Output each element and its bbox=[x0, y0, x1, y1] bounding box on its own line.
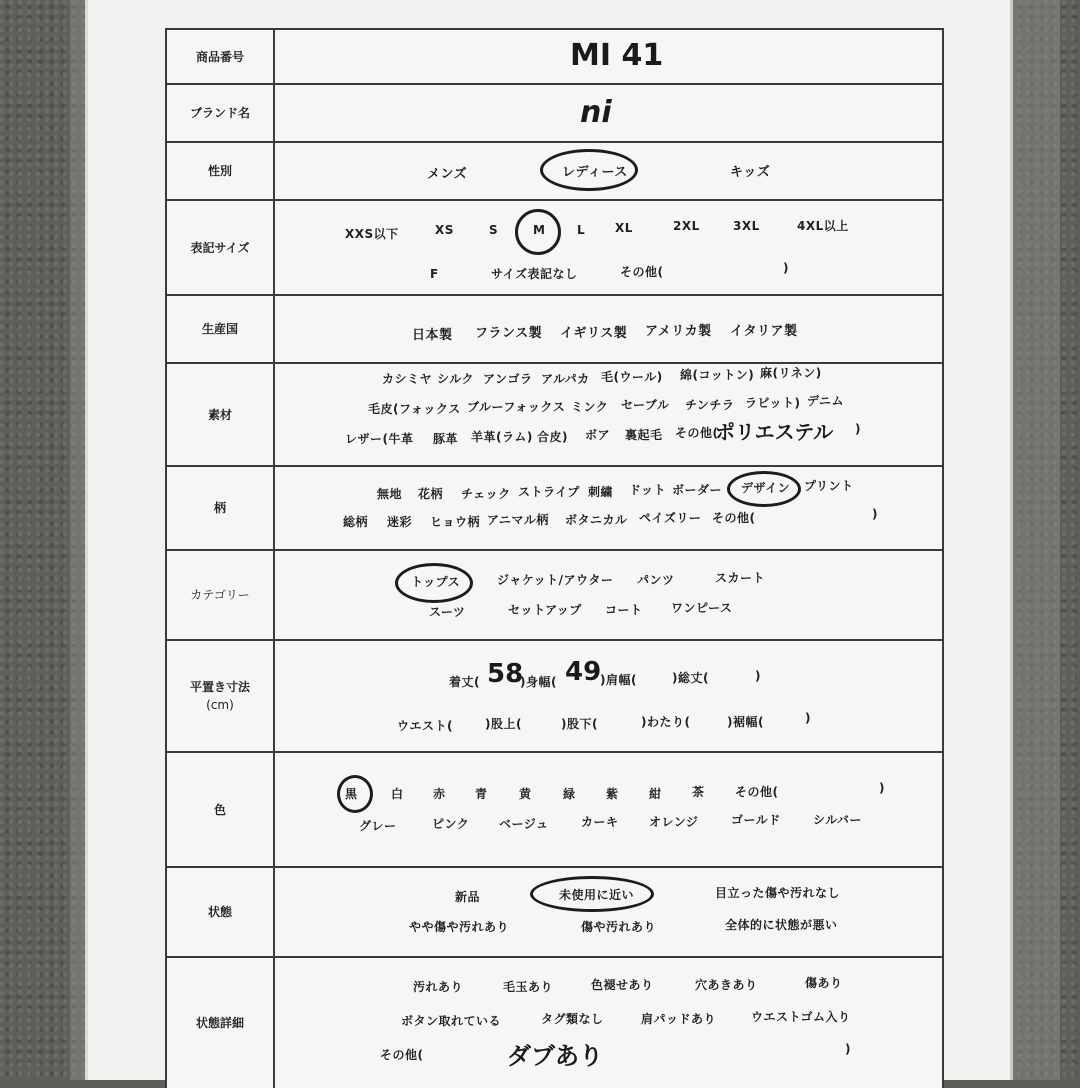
option-material: 毛皮(フォックス bbox=[368, 402, 461, 416]
label-condition-detail: 状態詳細 bbox=[167, 958, 275, 1088]
option-color-gray: グレー bbox=[359, 819, 397, 833]
option-size-xl: XL bbox=[615, 221, 633, 235]
option-color-gold: ゴールド bbox=[731, 813, 781, 827]
option-material: セーブル bbox=[621, 398, 670, 412]
option-size-l: L bbox=[577, 223, 586, 237]
option-material: カシミヤ bbox=[382, 372, 433, 386]
option-size-xs: XS bbox=[435, 223, 454, 237]
option-material: チンチラ bbox=[685, 398, 735, 412]
label-category: カテゴリー bbox=[167, 551, 275, 639]
row-color bbox=[167, 753, 942, 868]
option-pattern: 迷彩 bbox=[387, 515, 413, 529]
option-detail: 汚れあり bbox=[413, 980, 464, 994]
label-material: 素材 bbox=[167, 364, 275, 465]
product-form-table bbox=[165, 28, 944, 1088]
option-size-xxs: XXS以下 bbox=[345, 227, 399, 241]
option-detail-other: その他( bbox=[380, 1048, 424, 1062]
option-material: 羊革(ラム) bbox=[471, 430, 533, 444]
option-category-suit: スーツ bbox=[429, 605, 466, 619]
option-material: ラビット) bbox=[745, 396, 801, 410]
option-category-coat: コート bbox=[605, 603, 643, 617]
option-pattern: ヒョウ柄 bbox=[430, 515, 481, 529]
option-origin-uk: イギリス製 bbox=[560, 326, 628, 341]
option-color-orange: オレンジ bbox=[649, 815, 699, 829]
row-item-number bbox=[167, 30, 942, 85]
option-condition-poor: 傷や汚れあり bbox=[581, 920, 657, 934]
option-condition-good: 目立った傷や汚れなし bbox=[715, 886, 841, 900]
option-pattern: 花柄 bbox=[418, 487, 444, 501]
option-color-pink: ピンク bbox=[432, 817, 470, 831]
label-item-number: 商品番号 bbox=[167, 30, 275, 83]
field-width-open: )身幅( bbox=[520, 675, 557, 689]
option-detail: 傷あり bbox=[805, 976, 843, 990]
option-color-yellow: 黄 bbox=[519, 787, 532, 801]
option-detail: ウエストゴム入り bbox=[751, 1010, 851, 1024]
option-size-4xl: 4XL以上 bbox=[797, 219, 849, 233]
handwritten-detail-other: ダブあり bbox=[507, 1042, 603, 1070]
option-color-navy: 紺 bbox=[649, 787, 662, 801]
option-color-red: 赤 bbox=[433, 787, 446, 801]
row-condition bbox=[167, 868, 942, 958]
option-material: ブルーフォックス bbox=[467, 400, 566, 414]
field-length-open: 着丈( bbox=[449, 675, 480, 689]
option-material: アンゴラ bbox=[483, 372, 533, 386]
option-size-other: その他( bbox=[620, 265, 664, 279]
option-color-other: その他( bbox=[735, 785, 779, 799]
field-rise-open: )股上( bbox=[485, 717, 522, 731]
label-size: 表記サイズ bbox=[167, 201, 275, 294]
paren-close: ) bbox=[805, 711, 811, 725]
option-pattern: 刺繍 bbox=[588, 485, 614, 499]
label-color: 色 bbox=[167, 753, 275, 866]
option-gender-ladies: レディース bbox=[562, 165, 628, 180]
paren-close: ) bbox=[879, 781, 885, 795]
label-measurements bbox=[167, 641, 275, 751]
option-material: 毛(ウール) bbox=[601, 370, 663, 384]
option-origin-italy: イタリア製 bbox=[730, 324, 798, 339]
option-condition-new: 新品 bbox=[455, 890, 481, 904]
option-gender-mens: メンズ bbox=[427, 167, 468, 182]
option-origin-usa: アメリカ製 bbox=[645, 324, 712, 339]
option-origin-japan: 日本製 bbox=[412, 328, 453, 343]
option-pattern: ボタニカル bbox=[565, 513, 628, 527]
row-material bbox=[167, 364, 942, 467]
option-color-green: 緑 bbox=[563, 787, 576, 801]
row-pattern bbox=[167, 467, 942, 551]
option-color-brown: 茶 bbox=[692, 785, 705, 799]
option-pattern: ドット bbox=[629, 483, 667, 497]
option-material: 合皮) bbox=[537, 430, 568, 444]
option-material: 裏起毛 bbox=[625, 428, 663, 442]
label-measurements-title: 平置き寸法 bbox=[189, 680, 250, 694]
option-color-khaki: カーキ bbox=[581, 815, 619, 829]
option-material-other: その他( bbox=[675, 426, 719, 440]
option-detail: 肩パッドあり bbox=[641, 1012, 717, 1026]
option-category-skirt: スカート bbox=[715, 571, 766, 585]
option-category-pants: パンツ bbox=[637, 573, 675, 587]
row-brand bbox=[167, 85, 942, 143]
option-material: シルク bbox=[437, 372, 474, 386]
row-size bbox=[167, 201, 942, 296]
handwritten-brand: ni bbox=[580, 95, 612, 130]
option-size-f: F bbox=[430, 267, 439, 281]
option-category-tops: トップス bbox=[411, 575, 461, 589]
label-measurements-unit: (cm) bbox=[206, 698, 234, 712]
handwritten-item-number: MI 41 bbox=[570, 38, 664, 73]
option-material: ミンク bbox=[571, 400, 609, 414]
option-origin-france: フランス製 bbox=[475, 326, 543, 341]
option-pattern: アニマル柄 bbox=[487, 513, 549, 527]
handwritten-length: 58 bbox=[487, 659, 524, 689]
option-color-silver: シルバー bbox=[813, 813, 862, 827]
circle-mark bbox=[727, 471, 801, 507]
option-material: 綿(コットン) bbox=[680, 368, 755, 382]
field-waist-open: ウエスト( bbox=[397, 719, 453, 733]
label-condition: 状態 bbox=[167, 868, 275, 956]
option-size-3xl: 3XL bbox=[733, 219, 760, 233]
label-brand: ブランド名 bbox=[167, 85, 275, 141]
option-size-2xl: 2XL bbox=[673, 219, 700, 233]
option-pattern-other: その他( bbox=[712, 511, 756, 525]
field-hem-open: )裾幅( bbox=[727, 715, 764, 729]
option-condition-fair: やや傷や汚れあり bbox=[409, 920, 510, 934]
option-detail: 穴あきあり bbox=[695, 978, 758, 992]
option-pattern: プリント bbox=[804, 479, 854, 493]
option-size-m: M bbox=[533, 223, 546, 237]
option-pattern: ペイズリー bbox=[639, 511, 702, 525]
row-origin bbox=[167, 296, 942, 364]
option-detail: 毛玉あり bbox=[503, 980, 554, 994]
row-measurements bbox=[167, 641, 942, 753]
paren-close: ) bbox=[855, 422, 861, 436]
row-gender bbox=[167, 143, 942, 201]
option-category-setup: セットアップ bbox=[508, 603, 582, 617]
field-thigh-open: )わたり( bbox=[641, 715, 691, 729]
option-color-purple: 紫 bbox=[606, 787, 619, 801]
handwritten-material: ポリエステル bbox=[715, 420, 834, 444]
option-gender-kids: キッズ bbox=[730, 165, 771, 180]
label-origin: 生産国 bbox=[167, 296, 275, 362]
paren-close: ) bbox=[845, 1042, 851, 1056]
option-pattern: チェック bbox=[461, 487, 511, 501]
paren-close: ) bbox=[783, 261, 789, 275]
option-material: 豚革 bbox=[433, 432, 459, 446]
option-material: レザー(牛革 bbox=[345, 432, 414, 446]
option-color-beige: ベージュ bbox=[499, 817, 549, 831]
option-pattern: ボーダー bbox=[672, 483, 723, 497]
option-detail: 色褪せあり bbox=[591, 978, 654, 992]
option-material: 麻(リネン) bbox=[760, 366, 822, 380]
option-color-blue: 青 bbox=[475, 787, 488, 801]
option-detail: ボタン取れている bbox=[401, 1014, 502, 1028]
field-total-length-open: )総丈( bbox=[672, 671, 709, 685]
option-material: ボア bbox=[585, 428, 611, 442]
option-detail: タグ類なし bbox=[541, 1012, 604, 1026]
option-pattern: 総柄 bbox=[343, 515, 369, 529]
circle-mark bbox=[337, 775, 373, 813]
option-pattern: ストライプ bbox=[518, 485, 580, 499]
circle-mark bbox=[395, 563, 473, 603]
paren-close: ) bbox=[872, 507, 878, 521]
option-color-white: 白 bbox=[391, 787, 404, 801]
option-size-none: サイズ表記なし bbox=[491, 267, 578, 281]
handwritten-width: 49 bbox=[565, 657, 602, 687]
option-pattern: デザイン bbox=[741, 481, 791, 495]
option-category-onepiece: ワンピース bbox=[671, 601, 733, 615]
circle-mark bbox=[540, 149, 638, 191]
label-pattern: 柄 bbox=[167, 467, 275, 549]
option-pattern: 無地 bbox=[377, 487, 403, 501]
option-condition-like-new: 未使用に近い bbox=[559, 888, 635, 902]
option-size-s: S bbox=[489, 223, 499, 237]
option-material: デニム bbox=[807, 394, 845, 408]
circle-mark bbox=[515, 209, 561, 255]
label-gender: 性別 bbox=[167, 143, 275, 199]
row-category bbox=[167, 551, 942, 641]
circle-mark bbox=[530, 876, 654, 912]
row-condition-detail bbox=[167, 958, 942, 1088]
option-material: アルパカ bbox=[541, 372, 590, 386]
field-shoulder-open: )肩幅( bbox=[600, 673, 637, 687]
option-color-black: 黒 bbox=[345, 787, 358, 801]
field-inseam-open: )股下( bbox=[561, 717, 598, 731]
option-condition-bad: 全体的に状態が悪い bbox=[725, 918, 838, 932]
paren-close: ) bbox=[755, 669, 761, 683]
option-category-jacket: ジャケット/アウター bbox=[497, 573, 614, 587]
